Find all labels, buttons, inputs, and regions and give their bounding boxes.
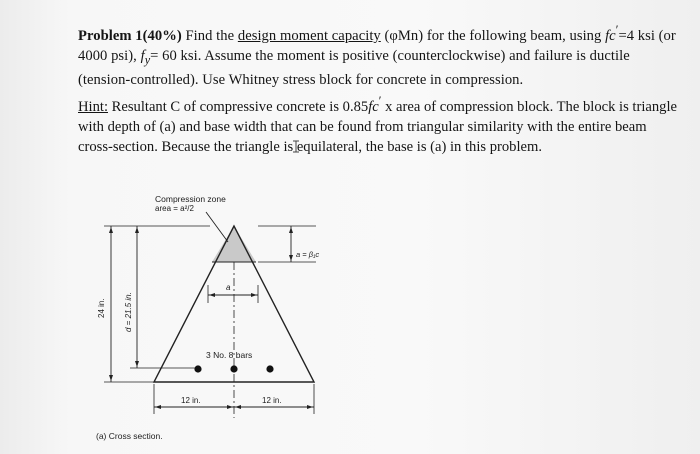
figure-caption: (a) Cross section. — [96, 431, 163, 441]
problem-text-4: = 60 ksi. Assume the moment is positive (counterclockwise) and failure is ductile (tension-controlled). Use Whitney stress block for concrete in compression. — [78, 47, 630, 88]
half-width-left-label: 12 in. — [181, 396, 201, 405]
a-arrow-bottom — [289, 255, 293, 261]
rebar-left — [194, 365, 201, 372]
width-arrow-left — [155, 405, 161, 409]
fy-symbol: f — [140, 47, 145, 64]
height-arrow-top — [109, 227, 113, 233]
depth-label: d = 21.5 in. — [124, 292, 133, 332]
fc-prime: ′ — [615, 23, 619, 37]
compression-zone-area: area = a²/2 — [155, 204, 194, 213]
width-arrow-mid-left — [227, 405, 233, 409]
width-arrow-right — [307, 405, 313, 409]
depth-arrow-bottom — [135, 361, 139, 367]
hint-fc-prime: ′ — [378, 94, 382, 108]
depth-arrow-top — [135, 227, 139, 233]
hint-text-2: x area of compression block. The block is triangle with depth of (a) and base width that can be found from triangular similarity with the entire beam cross-section. Because the triangle is equilateral, the base is (a) in this problem. — [78, 98, 677, 155]
rebar-right — [266, 365, 273, 372]
half-width-right-label: 12 in. — [262, 396, 282, 405]
hint-text-1: Resultant C of compressive concrete is 0.85 — [108, 98, 369, 115]
bars-label: 3 No. 8 bars — [206, 350, 253, 360]
text-cursor-icon — [293, 141, 299, 152]
problem-text-2: (φMn) for the following beam, using — [380, 27, 606, 44]
rebar-center — [230, 365, 237, 372]
a-beta-label: a = β₁c — [296, 250, 320, 259]
a-arrow-top — [289, 227, 293, 233]
compression-zone-title: Compression zone — [155, 194, 226, 204]
width-arrow-mid-right — [235, 405, 241, 409]
hint-label: Hint: — [78, 98, 108, 115]
design-moment-capacity: design moment capacity — [237, 27, 381, 44]
fc-symbol: fc — [605, 27, 616, 44]
problem-text-3: =4 ksi (or 4000 psi), — [78, 27, 676, 64]
hint-fc-symbol: fc — [368, 98, 379, 115]
fy-subscript: y — [144, 52, 151, 67]
height-label: 24 in. — [97, 298, 106, 318]
height-arrow-bottom — [109, 375, 113, 381]
problem-text-1: Find the — [181, 27, 238, 44]
a-width-arrow-left — [209, 293, 215, 297]
a-width-label: a — [226, 283, 231, 292]
problem-label: Problem 1(40%) — [78, 27, 182, 44]
a-width-arrow-right — [251, 293, 257, 297]
compression-leader — [206, 212, 228, 242]
